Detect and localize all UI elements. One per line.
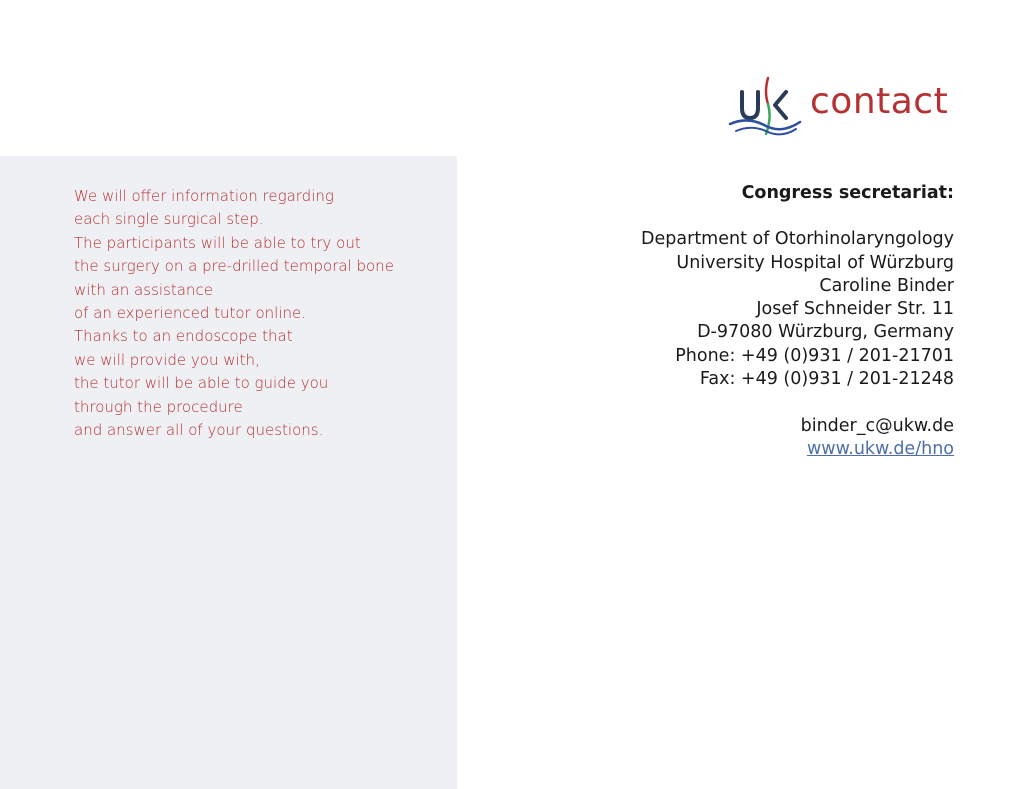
city-line: D-97080 Würzburg, Germany: [697, 322, 954, 343]
fax-line: Fax: +49 (0)931 / 201-21248: [699, 369, 954, 390]
intro-line: The participants will be able to try out: [74, 233, 361, 252]
intro-text: [74, 185, 444, 442]
intro-line: with an assistance: [74, 280, 213, 299]
intro-line: and answer all of your questions.: [74, 421, 324, 440]
ukw-logo-graphic: [728, 74, 804, 140]
person-line: Caroline Binder: [819, 275, 954, 296]
department-line: Department of Otorhinolaryngology: [641, 229, 954, 250]
contact-address: [641, 182, 954, 461]
ukw-logo: [728, 74, 804, 140]
intro-line: Thanks to an endoscope that: [74, 327, 293, 346]
intro-line: we will provide you with,: [74, 350, 260, 369]
hospital-line: University Hospital of Würzburg: [676, 252, 954, 273]
intro-line: through the procedure: [74, 397, 243, 416]
intro-line: We will offer information regarding: [74, 187, 334, 205]
intro-line: the surgery on a pre-drilled temporal bone: [74, 257, 394, 276]
street-line: Josef Schneider Str. 11: [756, 299, 954, 320]
intro-line: the tutor will be able to guide you: [74, 374, 329, 393]
phone-line: Phone: +49 (0)931 / 201-21701: [675, 345, 954, 366]
spacer: [641, 391, 954, 414]
contact-heading: Congress secretariat:: [741, 183, 954, 203]
website-link[interactable]: www.ukw.de/hno: [806, 438, 954, 459]
email-line[interactable]: binder_c@ukw.de: [800, 415, 954, 436]
page-title: contact: [810, 81, 949, 122]
intro-line: each single surgical step.: [74, 210, 264, 229]
intro-line: of an experienced tutor online.: [74, 304, 307, 323]
